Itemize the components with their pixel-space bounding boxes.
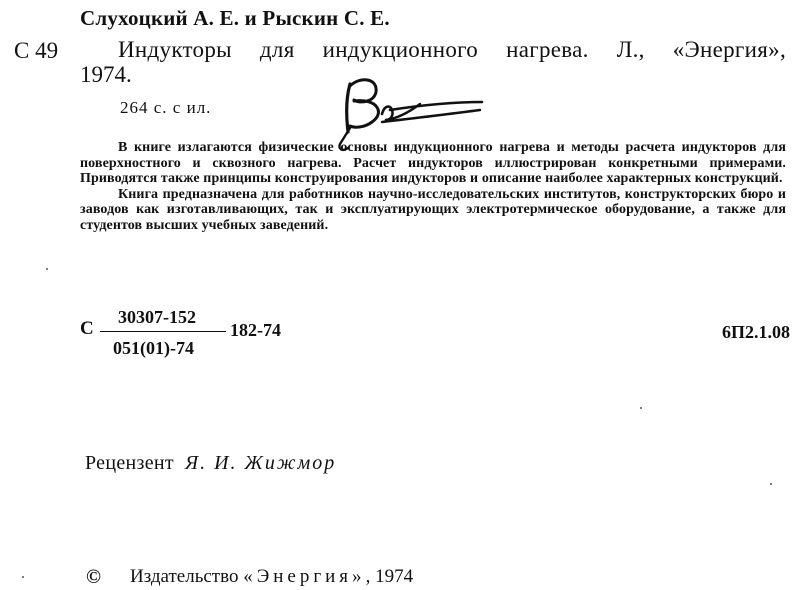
classification-letter: С	[80, 318, 94, 339]
copyright-year: , 1974	[365, 566, 414, 587]
print-speck	[640, 407, 642, 409]
reviewer-name: Я. И. Жижмор	[184, 452, 337, 474]
book-authors: Слухоцкий А. Е. и Рыскин С. Е.	[80, 6, 390, 30]
udc-code: 6П2.1.08	[721, 322, 790, 342]
classification-number: 182-74	[230, 320, 281, 340]
library-code: С 49	[14, 38, 59, 63]
print-speck	[46, 268, 48, 270]
page-count: 264 с. с ил.	[120, 98, 212, 117]
reviewer-label: Рецензент	[85, 452, 174, 474]
publisher-name: «Энергия»	[243, 566, 366, 587]
print-speck	[770, 483, 772, 485]
book-title-line-2: 1974.	[80, 62, 132, 87]
print-speck	[22, 576, 24, 578]
classification-numerator: 30307-152	[118, 307, 196, 327]
copyright-line	[130, 566, 413, 588]
book-title-line-1: Индукторы для индукционного нагрева. Л., «Энергия»,	[118, 37, 786, 62]
book-annotation	[80, 140, 786, 234]
reviewer	[85, 452, 336, 475]
classification-denominator: 051(01)-74	[113, 338, 194, 358]
fraction-line	[100, 331, 226, 332]
copyright-icon: ©	[86, 566, 101, 588]
annotation-paragraph-1: В книге излагаются физические основы индукционного нагрева и методы расчета индукторов для поверхностного и сквозного нагрева. Расчет индукторов иллюстрирован конкретными примерами. Приводятся также принципы конструирования индукторов и описание наиболее характерных конструкций.	[80, 140, 786, 187]
publisher-prefix: Издательство	[130, 566, 239, 587]
annotation-paragraph-2: Книга предназначена для работников научно-исследовательских институтов, конструкторских бюро и заводов как изготавливающих, так и эксплуатирующих электротермическое оборудование, а также для студентов высших учебных заведений.	[80, 186, 786, 233]
